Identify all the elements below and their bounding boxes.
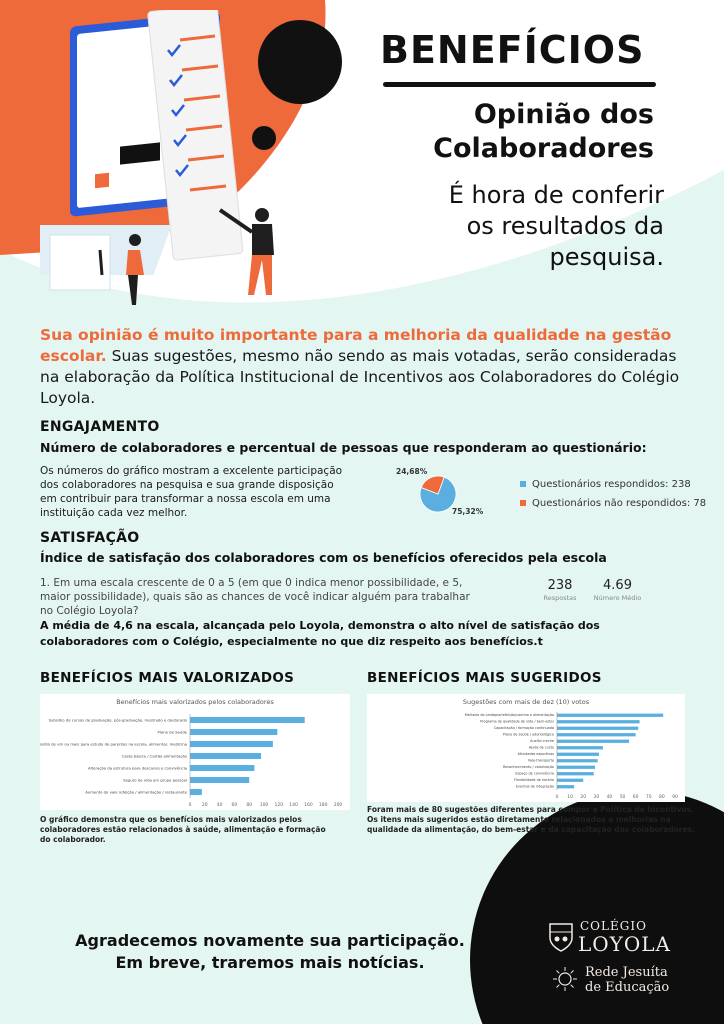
thanks-line-1: Agradecemos novamente sua participação. bbox=[75, 931, 465, 950]
chart-title: Benefícios mais valorizados pelos colaboradores bbox=[116, 698, 274, 706]
survey-question: 1. Em uma escala crescente de 0 a 5 (em que 0 indica menor possibilidade, e 5, maior possibilidade), quais são as chances de você indicar alguém para trabalhar no Colégio Loyola? bbox=[40, 577, 470, 617]
category-label-0: Melhoria do cardápio/refeição/cantina e alimentação bbox=[464, 713, 554, 718]
x-tick-9: 90 bbox=[672, 795, 678, 800]
category-label-9: Espaço de convivência bbox=[515, 771, 554, 776]
network-line-1: Rede Jesuíta bbox=[585, 965, 668, 980]
page-title: BENEFÍCIOS bbox=[380, 28, 645, 72]
title-underline bbox=[383, 82, 656, 87]
rede-jesuita-sun-icon bbox=[552, 966, 578, 992]
bar-3 bbox=[557, 733, 636, 736]
bar-10 bbox=[557, 779, 583, 782]
bar-0 bbox=[557, 714, 663, 717]
legend-answered-label: Questionários respondidos: 238 bbox=[532, 479, 691, 490]
logo-colegio-text: COLÉGIO bbox=[580, 919, 647, 933]
tagline-line-2: os resultados da bbox=[466, 212, 664, 240]
pie-label-answered: 75,32% bbox=[452, 507, 484, 516]
category-label-10: Flexibilidade de horário bbox=[514, 778, 554, 783]
sugeridos-chart bbox=[367, 694, 685, 802]
bar-0 bbox=[190, 717, 305, 723]
bar-4 bbox=[557, 740, 629, 743]
tagline-line-3: pesquisa. bbox=[549, 243, 664, 271]
survey-illustration bbox=[40, 10, 290, 310]
x-tick-8: 160 bbox=[304, 803, 313, 808]
intro-highlight: Sua opinião é muito importante para a melhoria da qualidade na gestão escolar. bbox=[40, 326, 672, 365]
category-label-7: Vale-transporte bbox=[527, 758, 554, 763]
pie-label-not-answered: 24,68% bbox=[396, 467, 428, 476]
intro-paragraph bbox=[40, 325, 690, 409]
category-label-6: Atividades esportivas bbox=[517, 752, 554, 757]
x-tick-10: 200 bbox=[333, 803, 343, 808]
responses-value: 238 bbox=[547, 578, 573, 593]
x-tick-5: 50 bbox=[619, 795, 626, 800]
average-label: Número Médio bbox=[593, 594, 642, 602]
thanks-line-2: Em breve, traremos mais notícias. bbox=[115, 953, 425, 972]
intro-body: Suas sugestões, mesmo não sendo as mais votadas, serão consideradas na elaboração da Política Institucional de Incentivos aos Colaboradores do Colégio Loyola. bbox=[40, 347, 680, 407]
tagline-line-1: É hora de conferir bbox=[448, 181, 664, 209]
legend-not-answered-swatch bbox=[520, 500, 526, 506]
tagline bbox=[364, 180, 664, 273]
category-label-4: Auxílio creche bbox=[530, 739, 554, 744]
satisfacao-heading: SATISFAÇÃO bbox=[40, 530, 140, 546]
category-label-2: Capacitação / formação continuada bbox=[493, 726, 554, 731]
engajamento-subheading: Número de colaboradores e percentual de pessoas que responderam ao questionário: bbox=[40, 440, 647, 455]
subtitle-line-1: Opinião dos bbox=[473, 99, 654, 130]
bar-3 bbox=[190, 753, 261, 759]
x-tick-7: 140 bbox=[289, 803, 298, 808]
x-tick-1: 20 bbox=[201, 803, 208, 808]
bar-5 bbox=[557, 746, 603, 749]
loyola-crest-icon bbox=[548, 922, 574, 952]
category-label-11: Eventos de integração bbox=[515, 784, 554, 789]
sugeridos-caption: Foram mais de 80 sugestões diferentes para compor a Política de Incentivos. Os itens mais sugeridos estão diretamente relacionados a melhorias na qualidade da alimentação, do bem-estar e da capacitação dos colaboradores. bbox=[367, 805, 696, 834]
x-tick-6: 60 bbox=[632, 795, 639, 800]
x-tick-7: 70 bbox=[645, 795, 652, 800]
sugeridos-heading: BENEFÍCIOS MAIS SUGERIDOS bbox=[367, 670, 602, 686]
responses-label: Respostas bbox=[543, 594, 577, 602]
legend-answered-swatch bbox=[520, 481, 526, 487]
x-tick-2: 40 bbox=[216, 803, 223, 808]
x-tick-0: 0 bbox=[555, 795, 559, 800]
legend-not-answered bbox=[520, 498, 706, 509]
x-tick-2: 20 bbox=[580, 795, 587, 800]
category-label-2: Subsídio de um ou mais para estudo de parentes na escola, alimentar, medicina bbox=[40, 741, 187, 747]
network-line-2: de Educação bbox=[585, 980, 670, 995]
category-label-1: Programa de qualidade de vida / bem-estar bbox=[480, 719, 554, 724]
x-tick-4: 40 bbox=[606, 795, 613, 800]
category-label-3: Plano de saúde / odontológico bbox=[502, 732, 554, 737]
bar-4 bbox=[190, 765, 254, 771]
category-label-3: Cesta básica / Cartão alimentação bbox=[121, 753, 187, 759]
average-value: 4.69 bbox=[603, 578, 632, 593]
bar-1 bbox=[557, 720, 640, 723]
x-tick-0: 0 bbox=[188, 803, 192, 808]
bar-8 bbox=[557, 766, 595, 769]
category-label-6: Aumento do vale refeição / alimentação / restaurante bbox=[85, 789, 187, 795]
valorizados-heading: BENEFÍCIOS MAIS VALORIZADOS bbox=[40, 670, 295, 686]
bar-7 bbox=[557, 759, 598, 762]
category-label-8: Reconhecimento / valorização bbox=[503, 765, 554, 770]
chart-title: Sugestões com mais de dez (10) votos bbox=[462, 698, 590, 706]
subtitle-line-2: Colaboradores bbox=[433, 133, 654, 164]
bar-2 bbox=[190, 741, 273, 747]
logo-loyola-text: LOYOLA bbox=[578, 932, 672, 956]
x-tick-6: 120 bbox=[274, 803, 284, 808]
valorizados-chart-svg bbox=[40, 694, 350, 810]
valorizados-chart bbox=[40, 694, 350, 810]
bar-9 bbox=[557, 772, 594, 775]
legend-answered bbox=[520, 479, 691, 490]
x-tick-5: 100 bbox=[259, 803, 269, 808]
sugeridos-chart-svg bbox=[367, 694, 685, 802]
engajamento-text: Os números do gráfico mostram a excelente participação dos colaboradores na pesquisa e sua grande disposição em contribuir para transformar a nossa escola em uma instituição cada vez melhor. bbox=[40, 465, 343, 519]
legend-not-answered-label: Questionários não respondidos: 78 bbox=[532, 498, 707, 509]
engajamento-heading: ENGAJAMENTO bbox=[40, 419, 160, 435]
thanks-message bbox=[60, 930, 480, 974]
valorizados-caption: O gráfico demonstra que os benefícios mais valorizados pelos colaboradores estão relacionados à saúde, alimentação e formação do colaborador. bbox=[40, 815, 326, 844]
category-label-5: Seguro de vida em grupo pessoal bbox=[123, 777, 187, 783]
bar-6 bbox=[190, 789, 202, 795]
x-tick-8: 80 bbox=[659, 795, 665, 800]
x-tick-4: 80 bbox=[246, 803, 253, 808]
category-label-4: Alteração da estrutura para descanso e convivência bbox=[87, 765, 187, 771]
bar-1 bbox=[190, 729, 277, 735]
page-subtitle bbox=[433, 98, 654, 166]
x-tick-9: 180 bbox=[318, 803, 328, 808]
x-tick-1: 10 bbox=[567, 795, 573, 800]
category-label-5: Ajuda de custo bbox=[528, 745, 554, 750]
bar-5 bbox=[190, 777, 249, 783]
satisfaction-summary: A média de 4,6 na escala, alcançada pelo Loyola, demonstra o alto nível de satisfação dos colaboradores com o Colégio, especialmente no que diz respeito aos benefícios.t bbox=[40, 619, 600, 648]
bar-2 bbox=[557, 727, 638, 730]
x-tick-3: 60 bbox=[231, 803, 238, 808]
bar-11 bbox=[557, 785, 574, 788]
bar-6 bbox=[557, 753, 599, 756]
category-label-1: Plano de Saúde bbox=[157, 729, 187, 735]
x-tick-3: 30 bbox=[593, 795, 600, 800]
category-label-0: Subsídio de cursos de graduação, pós-graduação, mestrado e doutorado bbox=[48, 717, 187, 723]
satisfacao-subheading: Índice de satisfação dos colaboradores com os benefícios oferecidos pela escola bbox=[40, 550, 607, 565]
